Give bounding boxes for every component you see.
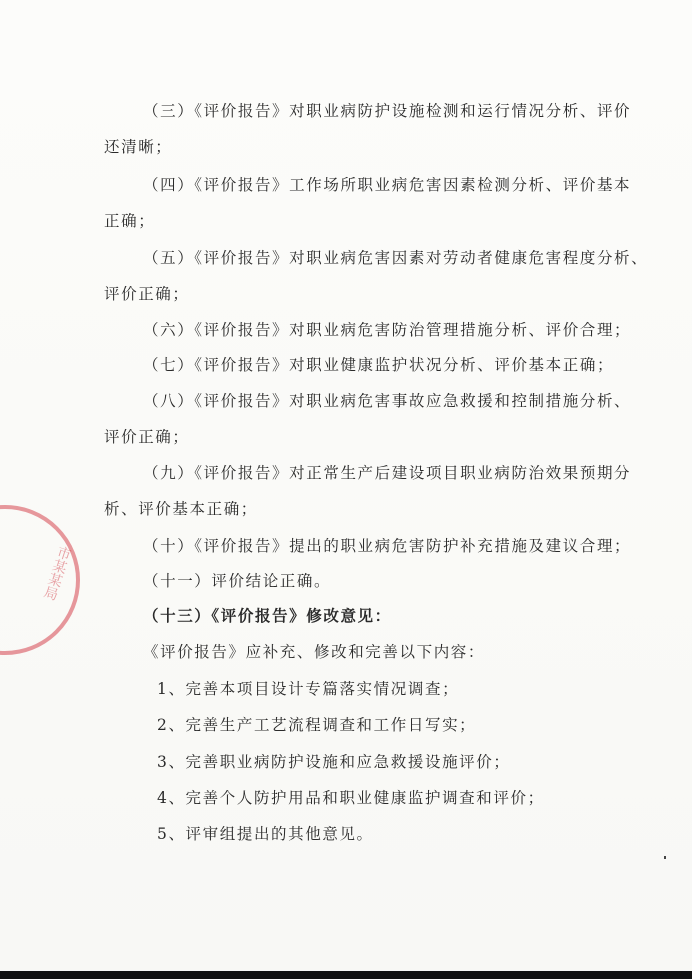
scan-speck bbox=[664, 856, 666, 859]
paragraph-11-line-1: （十一）评价结论正确。 bbox=[143, 572, 332, 590]
paragraph-4-line-1: （四）《评价报告》工作场所职业病危害因素检测分析、评价基本 bbox=[143, 176, 632, 194]
paragraph-9-line-2: 析、评价基本正确； bbox=[104, 500, 258, 518]
paragraph-6-line-1: （六）《评价报告》对职业病危害防治管理措施分析、评价合理； bbox=[143, 321, 632, 339]
paragraph-8-line-1: （八）《评价报告》对职业病危害事故应急救援和控制措施分析、 bbox=[143, 392, 632, 410]
paragraph-3-line-1: （三）《评价报告》对职业病防护设施检测和运行情况分析、评价 bbox=[143, 102, 632, 120]
paragraph-5-line-1: （五）《评价报告》对职业病危害因素对劳动者健康危害程度分析、 bbox=[143, 249, 649, 267]
paragraph-5-line-2: 评价正确； bbox=[104, 285, 190, 303]
paragraph-10-line-1: （十）《评价报告》提出的职业病危害防护补充措施及建议合理； bbox=[143, 537, 632, 555]
section-heading: （十三）《评价报告》修改意见： bbox=[143, 606, 392, 625]
seal-text: 市某某局 bbox=[40, 543, 74, 602]
scan-bottom-edge bbox=[0, 971, 692, 979]
paragraph-4-line-2: 正确； bbox=[104, 212, 156, 230]
paragraph-9-line-1: （九）《评价报告》对正常生产后建设项目职业病防治效果预期分 bbox=[143, 464, 632, 482]
list-item-5: 5、评审组提出的其他意见。 bbox=[157, 825, 374, 843]
list-item-3: 3、完善职业病防护设施和应急救援设施评价； bbox=[157, 753, 511, 771]
list-item-2: 2、完善生产工艺流程调查和工作日写实； bbox=[157, 716, 477, 734]
paragraph-3-line-2: 还清晰； bbox=[104, 138, 173, 156]
list-item-4: 4、完善个人防护用品和职业健康监护调查和评价； bbox=[157, 789, 545, 807]
intro-text: 《评价报告》应补充、修改和完善以下内容： bbox=[143, 643, 486, 661]
list-item-1: 1、完善本项目设计专篇落实情况调查； bbox=[157, 680, 460, 698]
paragraph-8-line-2: 评价正确； bbox=[104, 428, 190, 446]
paragraph-7-line-1: （七）《评价报告》对职业健康监护状况分析、评价基本正确； bbox=[143, 356, 615, 374]
